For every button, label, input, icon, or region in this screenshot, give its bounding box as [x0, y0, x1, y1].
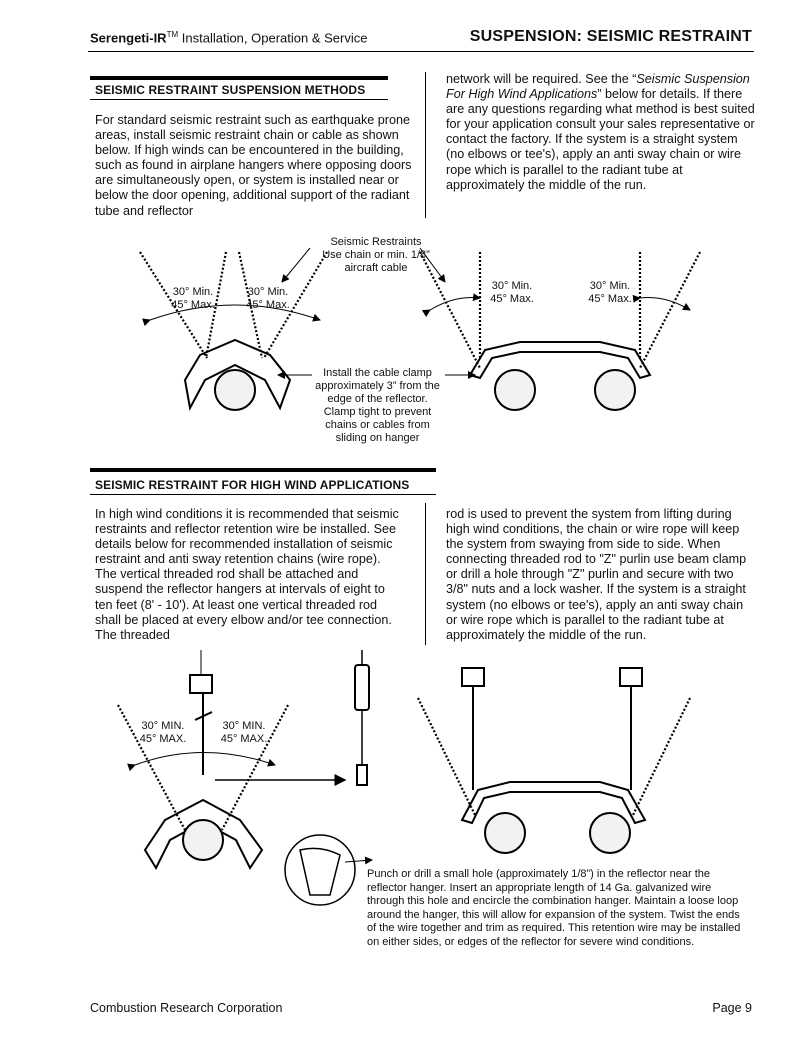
retention-wire-note: Punch or drill a small hole (approximately 1/8”) in the reflector near the reflector hanger. Insert an appropriate length of 14 Ga. galvanized wire through this hole and encircle the combination hanger. Maintain a loose loop around the hanger, this will allow for expansion of the system. Twist the ends of the wire together and trim as required. This retention wire may be installed on either sides, or edges of the reflector for severe wind conditions.: [367, 868, 741, 948]
section2-right-text: rod is used to prevent the system from lifting during high wind conditions, the chain or wire rope will keep the system from swaying from side to side. When connecting threaded rod to "Z" purlin use beam clamp or drill a hole through "Z" purlin and secure with two 3/8" nuts and a lock washer. If the system is a straight system (no elbows or tee's), apply an anti sway chain or wire rope which is parallel to the radiant tube at approximately the middle of the run.: [446, 507, 747, 642]
column-divider-2: [425, 503, 426, 645]
radiant-tube-right-a: [495, 370, 535, 410]
right-text-italic-ref: Seismic Suspension For High Wind Applications: [446, 72, 750, 102]
section2-title: SEISMIC RESTRAINT FOR HIGH WIND APPLICATIONS: [95, 478, 410, 492]
trademark-mark: TM: [166, 30, 179, 39]
radiant-tube-left: [215, 370, 255, 410]
radiant-tube-right-b: [595, 370, 635, 410]
section1-right-text: [446, 72, 756, 193]
section1-left-text: For standard seismic restraint such as earthquake prone areas, install seismic restraint chain or cable as shown below. If high winds can be encountered in the building, such as found in airplane hangers where opposing doors are simultaneously open, or system is installed near or below the door opening, additional support of the radiant tube and reflector: [95, 113, 412, 218]
section2-bar: [90, 468, 436, 472]
restraints-callout: Seismic Restraints Use chain or min. 1/8” aircraft cable: [322, 236, 430, 274]
angle-label-2: 30° Min. 45° Max.: [246, 286, 290, 311]
brand-name: Serengeti-IR: [90, 30, 167, 46]
beam-clamp-right-b: [620, 668, 642, 686]
section1-bar: [90, 76, 388, 80]
header-subtitle: Installation, Operation & Service: [181, 30, 368, 46]
angle-label-3: 30° Min. 45° Max.: [490, 280, 534, 305]
radiant-tube-wind-left: [183, 820, 223, 860]
chain-right-wind-a: [418, 698, 475, 815]
section1-title: SEISMIC RESTRAINT SUSPENSION METHODS: [95, 83, 366, 97]
angle-label-wind-2: 30° MIN. 45° MAX.: [220, 720, 268, 745]
radiant-tube-wind-right-b: [590, 813, 630, 853]
angle-label-4: 30° Min. 45° Max.: [588, 280, 632, 305]
footer-page-number: Page 9: [712, 1001, 752, 1015]
angle-label-1: 30° Min. 45° Max.: [171, 286, 215, 311]
clamp-note: Install the cable clamp approximately 3” from the edge of the reflector. Clamp tight to prevent chains or cables from sliding on hanger: [315, 367, 440, 444]
angle-arc-wind: [135, 753, 275, 766]
document-header: [90, 30, 367, 45]
column-divider: [425, 72, 426, 218]
beam-clamp-left: [190, 675, 212, 693]
header-rule: [88, 51, 754, 52]
section2-underline: [90, 494, 436, 495]
right-text-part2: ” below for details. If there are any questions regarding what method is best suited for your application consult your sales representative or contact the factory. If the system is a straight system (no elbows or tee's), apply an anti sway chain or wire rope which is parallel to the radiant tube at approximately the middle of the run.: [446, 87, 755, 192]
section1-underline: [90, 99, 388, 100]
beam-clamp-right-a: [462, 668, 484, 686]
angle-arc-right-a: [430, 298, 480, 311]
radiant-tube-wind-right-a: [485, 813, 525, 853]
angle-arc-right-b: [640, 298, 690, 311]
section2-left-text: In high wind conditions it is recommended that seismic restraints and reflector retention wire be installed. See details below for recommended installation of seismic restraint and anti sway retention chains (wire rope). The vertical threaded rod shall be attached and suspend the reflector hangers at intervals of eight to ten feet (8' - 10'). At least one vertical threaded rod shall be placed at every elbow and/or tee connection. The threaded: [95, 507, 399, 642]
angle-label-wind-1: 30° MIN. 45° MAX.: [139, 720, 187, 745]
turnbuckle-hook: [357, 765, 367, 785]
turnbuckle-body: [355, 665, 369, 710]
chain-right-wind-b: [633, 698, 690, 815]
section-heading: SUSPENSION: SEISMIC RESTRAINT: [469, 28, 752, 45]
right-text-part1: network will be required. See the “: [446, 72, 637, 86]
footer-company: Combustion Research Corporation: [90, 1001, 283, 1015]
chain-right-d: [640, 252, 700, 368]
